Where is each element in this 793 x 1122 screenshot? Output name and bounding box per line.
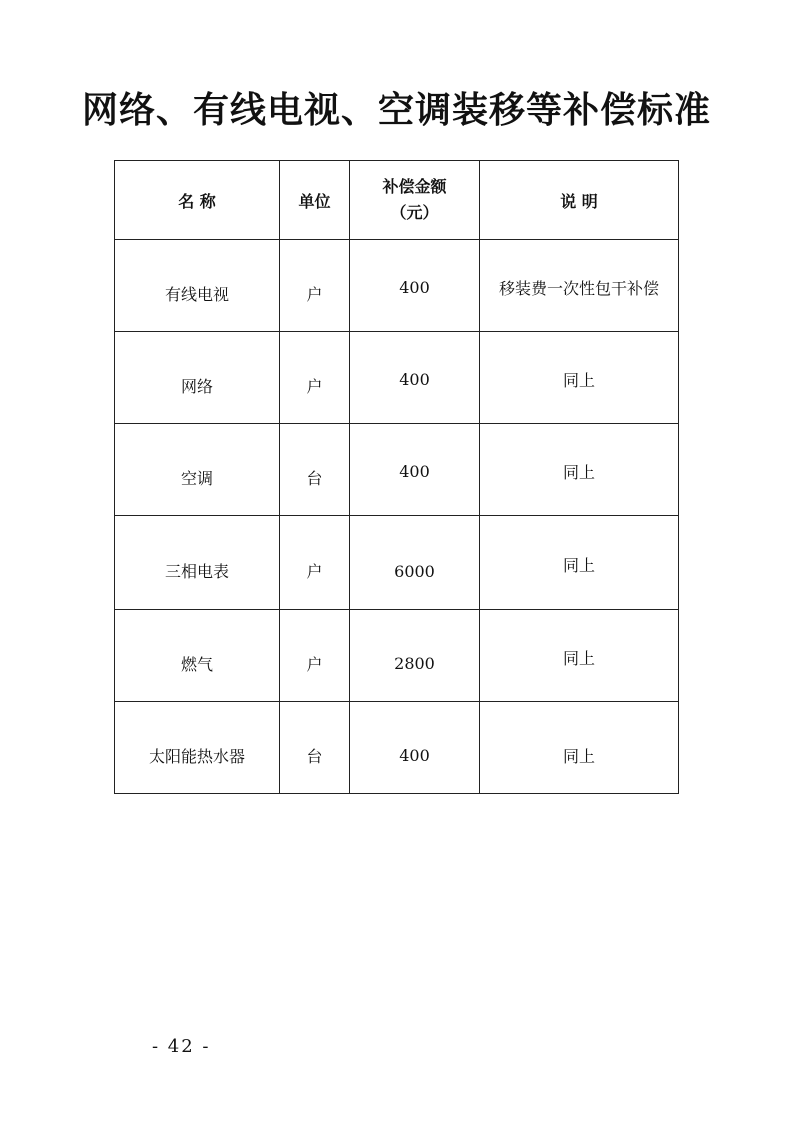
row-unit: 台 xyxy=(280,424,350,516)
row-amount: 400 xyxy=(350,240,480,332)
header-amount-line2: （元） xyxy=(390,203,439,222)
header-amount-line1: 补偿金额 xyxy=(382,177,447,196)
row-note: 移装费一次性包干补偿 xyxy=(480,240,679,332)
row-amount: 400 xyxy=(350,332,480,424)
table-header-row xyxy=(115,161,679,240)
row-unit: 户 xyxy=(280,240,350,332)
page-title: 网络、有线电视、空调装移等补偿标准 xyxy=(81,90,711,131)
row-name: 网络 xyxy=(115,332,280,424)
row-note: 同上 xyxy=(480,424,679,516)
table-row xyxy=(115,610,679,702)
header-amount xyxy=(350,161,480,240)
row-name: 有线电视 xyxy=(115,240,280,332)
row-amount: 6000 xyxy=(350,516,480,610)
row-note: 同上 xyxy=(480,332,679,424)
row-name: 空调 xyxy=(115,424,280,516)
table-row xyxy=(115,516,679,610)
table-row xyxy=(115,424,679,516)
row-amount: 400 xyxy=(350,424,480,516)
row-note: 同上 xyxy=(480,516,679,610)
page-number: - 42 - xyxy=(152,1036,211,1057)
row-unit: 户 xyxy=(280,610,350,702)
row-unit: 户 xyxy=(280,332,350,424)
row-name: 燃气 xyxy=(115,610,280,702)
row-note: 同上 xyxy=(480,610,679,702)
row-name: 三相电表 xyxy=(115,516,280,610)
compensation-table xyxy=(114,160,679,794)
table-row xyxy=(115,240,679,332)
row-note: 同上 xyxy=(480,702,679,794)
row-unit: 户 xyxy=(280,516,350,610)
row-amount: 400 xyxy=(350,702,480,794)
row-name: 太阳能热水器 xyxy=(115,702,280,794)
row-unit: 台 xyxy=(280,702,350,794)
row-amount: 2800 xyxy=(350,610,480,702)
table-row xyxy=(115,702,679,794)
header-note: 说 明 xyxy=(480,161,679,240)
header-unit: 单位 xyxy=(280,161,350,240)
table-row xyxy=(115,332,679,424)
header-name: 名 称 xyxy=(115,161,280,240)
